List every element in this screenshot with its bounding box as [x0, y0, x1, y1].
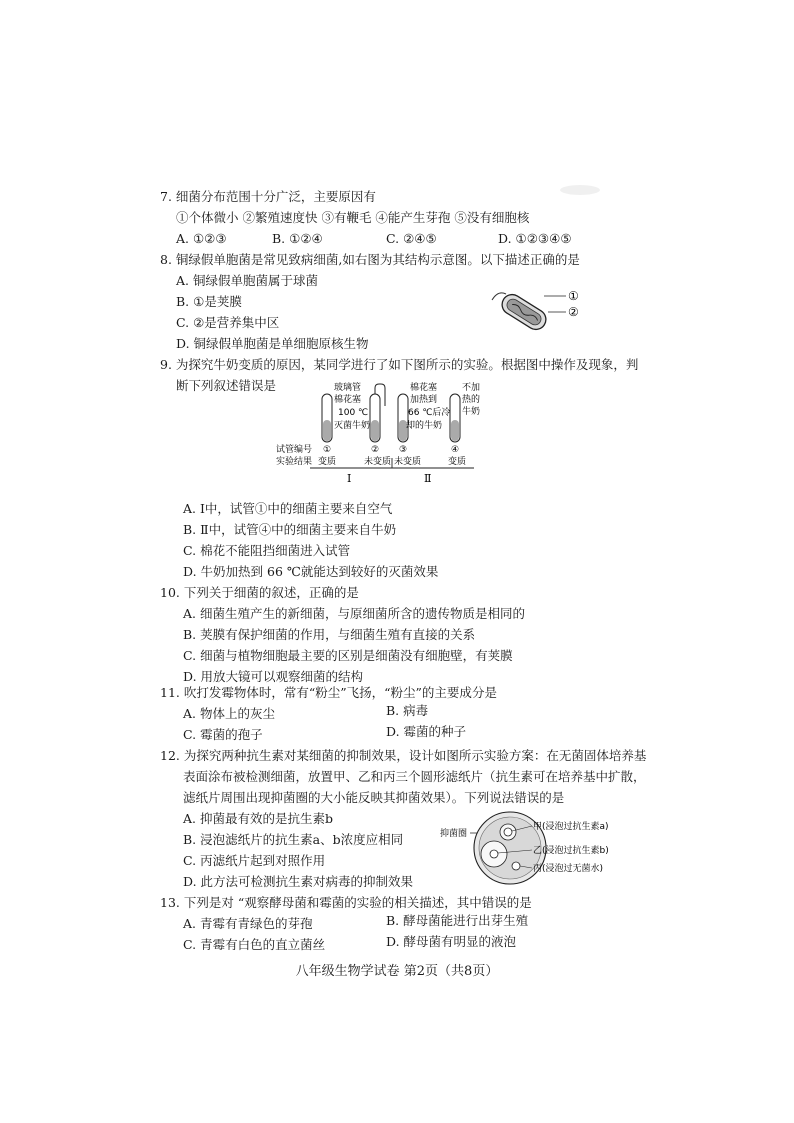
label-not-heated-3: 牛奶: [462, 407, 481, 417]
row-label-tube-number: 试管编号: [276, 445, 313, 455]
option-a: A. 细菌生殖产生的新细菌，与原细菌所含的遗传物质是相同的: [183, 606, 525, 621]
label-cooled-milk: 却的牛奶: [406, 421, 443, 431]
question-9: [160, 356, 638, 374]
option-b: B. 病毒: [386, 703, 429, 718]
label-glass-tube: 玻璃管: [334, 383, 362, 393]
result-3: 未变质: [394, 457, 422, 467]
scan-smudge: [560, 185, 600, 195]
tube-number-1: ①: [323, 445, 332, 455]
option-c: C. ②④⑤: [386, 231, 437, 246]
option-b: B. ①是荚膜: [176, 294, 242, 309]
question-number: 12.: [160, 748, 180, 763]
page-footer: 八年级生物学试卷 第2页（共8页）: [295, 964, 499, 979]
question-10: [160, 584, 359, 602]
label-sterile-milk: 灭菌牛奶: [334, 421, 371, 431]
option-a: A. 物体上的灰尘: [183, 706, 275, 721]
result-2: 未变质: [364, 457, 392, 467]
question-stem: 下列关于细菌的叙述，正确的是: [183, 585, 359, 600]
label-heated-to: 加热到: [410, 395, 438, 405]
label-100c: 100 ℃: [338, 408, 369, 418]
group-label-1: Ⅰ: [347, 472, 352, 485]
tube-number-4: ④: [451, 445, 460, 455]
question-number: 9.: [160, 357, 172, 372]
option-c: C. 霉菌的孢子: [183, 727, 263, 742]
label-jia: 甲(浸泡过抗生素a): [533, 822, 609, 832]
question-stem: 下列是对 “观察酵母菌和霉菌的实验的相关描述，其中错误的是: [183, 895, 532, 910]
result-4: 变质: [448, 457, 467, 467]
option-a: A. 抑菌最有效的是抗生素b: [183, 811, 333, 826]
option-d: D. 霉菌的种子: [386, 724, 467, 739]
inhibition-zone-label: 抑菌圈: [440, 829, 468, 839]
question-stem: 吹打发霉物体时，常有“粉尘”飞扬，“粉尘”的主要成分是: [183, 685, 497, 700]
disc-bing: [512, 862, 520, 870]
disc-yi: [490, 850, 498, 858]
option-d: D. 此方法可检测抗生素对病毒的抑制效果: [183, 874, 414, 889]
test-tube-1: [322, 394, 332, 442]
label-bing: 丙(浸泡过无菌水): [533, 864, 604, 874]
test-tube-4: [450, 394, 460, 442]
label-cotton-plug-2: 棉花塞: [410, 383, 438, 393]
question-number: 8.: [160, 252, 172, 267]
tube-number-2: ②: [371, 445, 380, 455]
label-not-heated-1: 不加: [462, 383, 481, 393]
option-c: C. 丙滤纸片起到对照作用: [183, 853, 326, 868]
question-11: [160, 684, 497, 702]
option-d: D. ①②③④⑤: [498, 231, 572, 246]
test-tube-2: [370, 384, 385, 442]
option-d: D. 牛奶加热到 66 ℃就能达到较好的灭菌效果: [183, 564, 439, 579]
result-1: 变质: [318, 457, 337, 467]
option-a: A. ①②③: [176, 231, 227, 246]
option-c: C. 细菌与植物细胞最主要的区别是细菌没有细胞壁，有荚膜: [183, 648, 513, 663]
option-d: D. 用放大镜可以观察细菌的结构: [183, 669, 364, 684]
option-b: B. ①②④: [272, 231, 323, 246]
question-stem: 为探究牛奶变质的原因，某同学进行了如下图所示的实验。根据图中操作及现象，判: [175, 357, 639, 372]
option-d: D. 铜绿假单胞菌是单细胞原核生物: [176, 336, 369, 351]
question-stem-line3: 滤纸片周围出现抑菌圈的大小能反映其抑菌效果）。下列说法错误的是: [183, 790, 565, 805]
question-stem: 铜绿假单胞菌是常见致病细菌,如右图为其结构示意图。以下描述正确的是: [175, 252, 580, 267]
option-a: A. 青霉有青绿色的芽孢: [183, 916, 313, 931]
option-a: A. Ⅰ中，试管①中的细菌主要来自空气: [183, 501, 393, 516]
question-stem-line2: 断下列叙述错误是: [176, 378, 277, 393]
disc-jia: [504, 828, 512, 836]
option-b: B. 浸泡滤纸片的抗生素a、b浓度应相同: [183, 832, 404, 847]
question-stem: 为探究两种抗生素对某细菌的抑制效果，设计如图所示实验方案：在无菌固体培养基: [183, 748, 647, 763]
question-number: 7.: [160, 189, 172, 204]
label-1: ①: [568, 289, 579, 303]
question-number: 10.: [160, 585, 180, 600]
question-12: [160, 747, 646, 765]
option-b: B. 荚膜有保护细菌的作用，与细菌生殖有直接的关系: [183, 627, 476, 642]
group-label-2: Ⅱ: [424, 472, 432, 485]
test-tube-3: [398, 394, 408, 442]
question-items: ①个体微小 ②繁殖速度快 ③有鞭毛 ④能产生芽孢 ⑤没有细胞核: [176, 210, 530, 225]
option-b: B. Ⅱ中，试管④中的细菌主要来自牛奶: [183, 522, 397, 537]
option-b: B. 酵母菌能进行出芽生殖: [386, 913, 529, 928]
label-2: ②: [568, 305, 579, 319]
question-number: 11.: [160, 685, 180, 700]
question-7: [160, 188, 376, 206]
bacterium-body: [498, 291, 549, 333]
petri-dish-diagram: [440, 806, 609, 888]
question-8: [160, 251, 580, 269]
option-c: C. 青霉有白色的直立菌丝: [183, 937, 326, 952]
label-cotton-plug: 棉花塞: [334, 395, 362, 405]
question-stem: 细菌分布范围十分广泛，主要原因有: [175, 189, 376, 204]
milk-experiment-diagram: [270, 382, 510, 488]
option-c: C. 棉花不能阻挡细菌进入试管: [183, 543, 351, 558]
bacterium-diagram: [488, 278, 598, 340]
question-stem-line2: 表面涂布被检测细菌，放置甲、乙和丙三个圆形滤纸片（抗生素可在培养基中扩散，: [183, 769, 646, 784]
label-66c-cooled: 66 ℃后冷: [408, 408, 451, 418]
option-c: C. ②是营养集中区: [176, 315, 280, 330]
tube-number-3: ③: [399, 445, 408, 455]
option-d: D. 酵母菌有明显的液泡: [386, 934, 517, 949]
question-13: [160, 894, 532, 912]
label-yi: 乙(浸泡过抗生素b): [533, 846, 609, 856]
label-not-heated-2: 热的: [462, 395, 481, 405]
option-a: A. 铜绿假单胞菌属于球菌: [176, 273, 318, 288]
row-label-result: 实验结果: [276, 457, 313, 467]
question-number: 13.: [160, 895, 180, 910]
